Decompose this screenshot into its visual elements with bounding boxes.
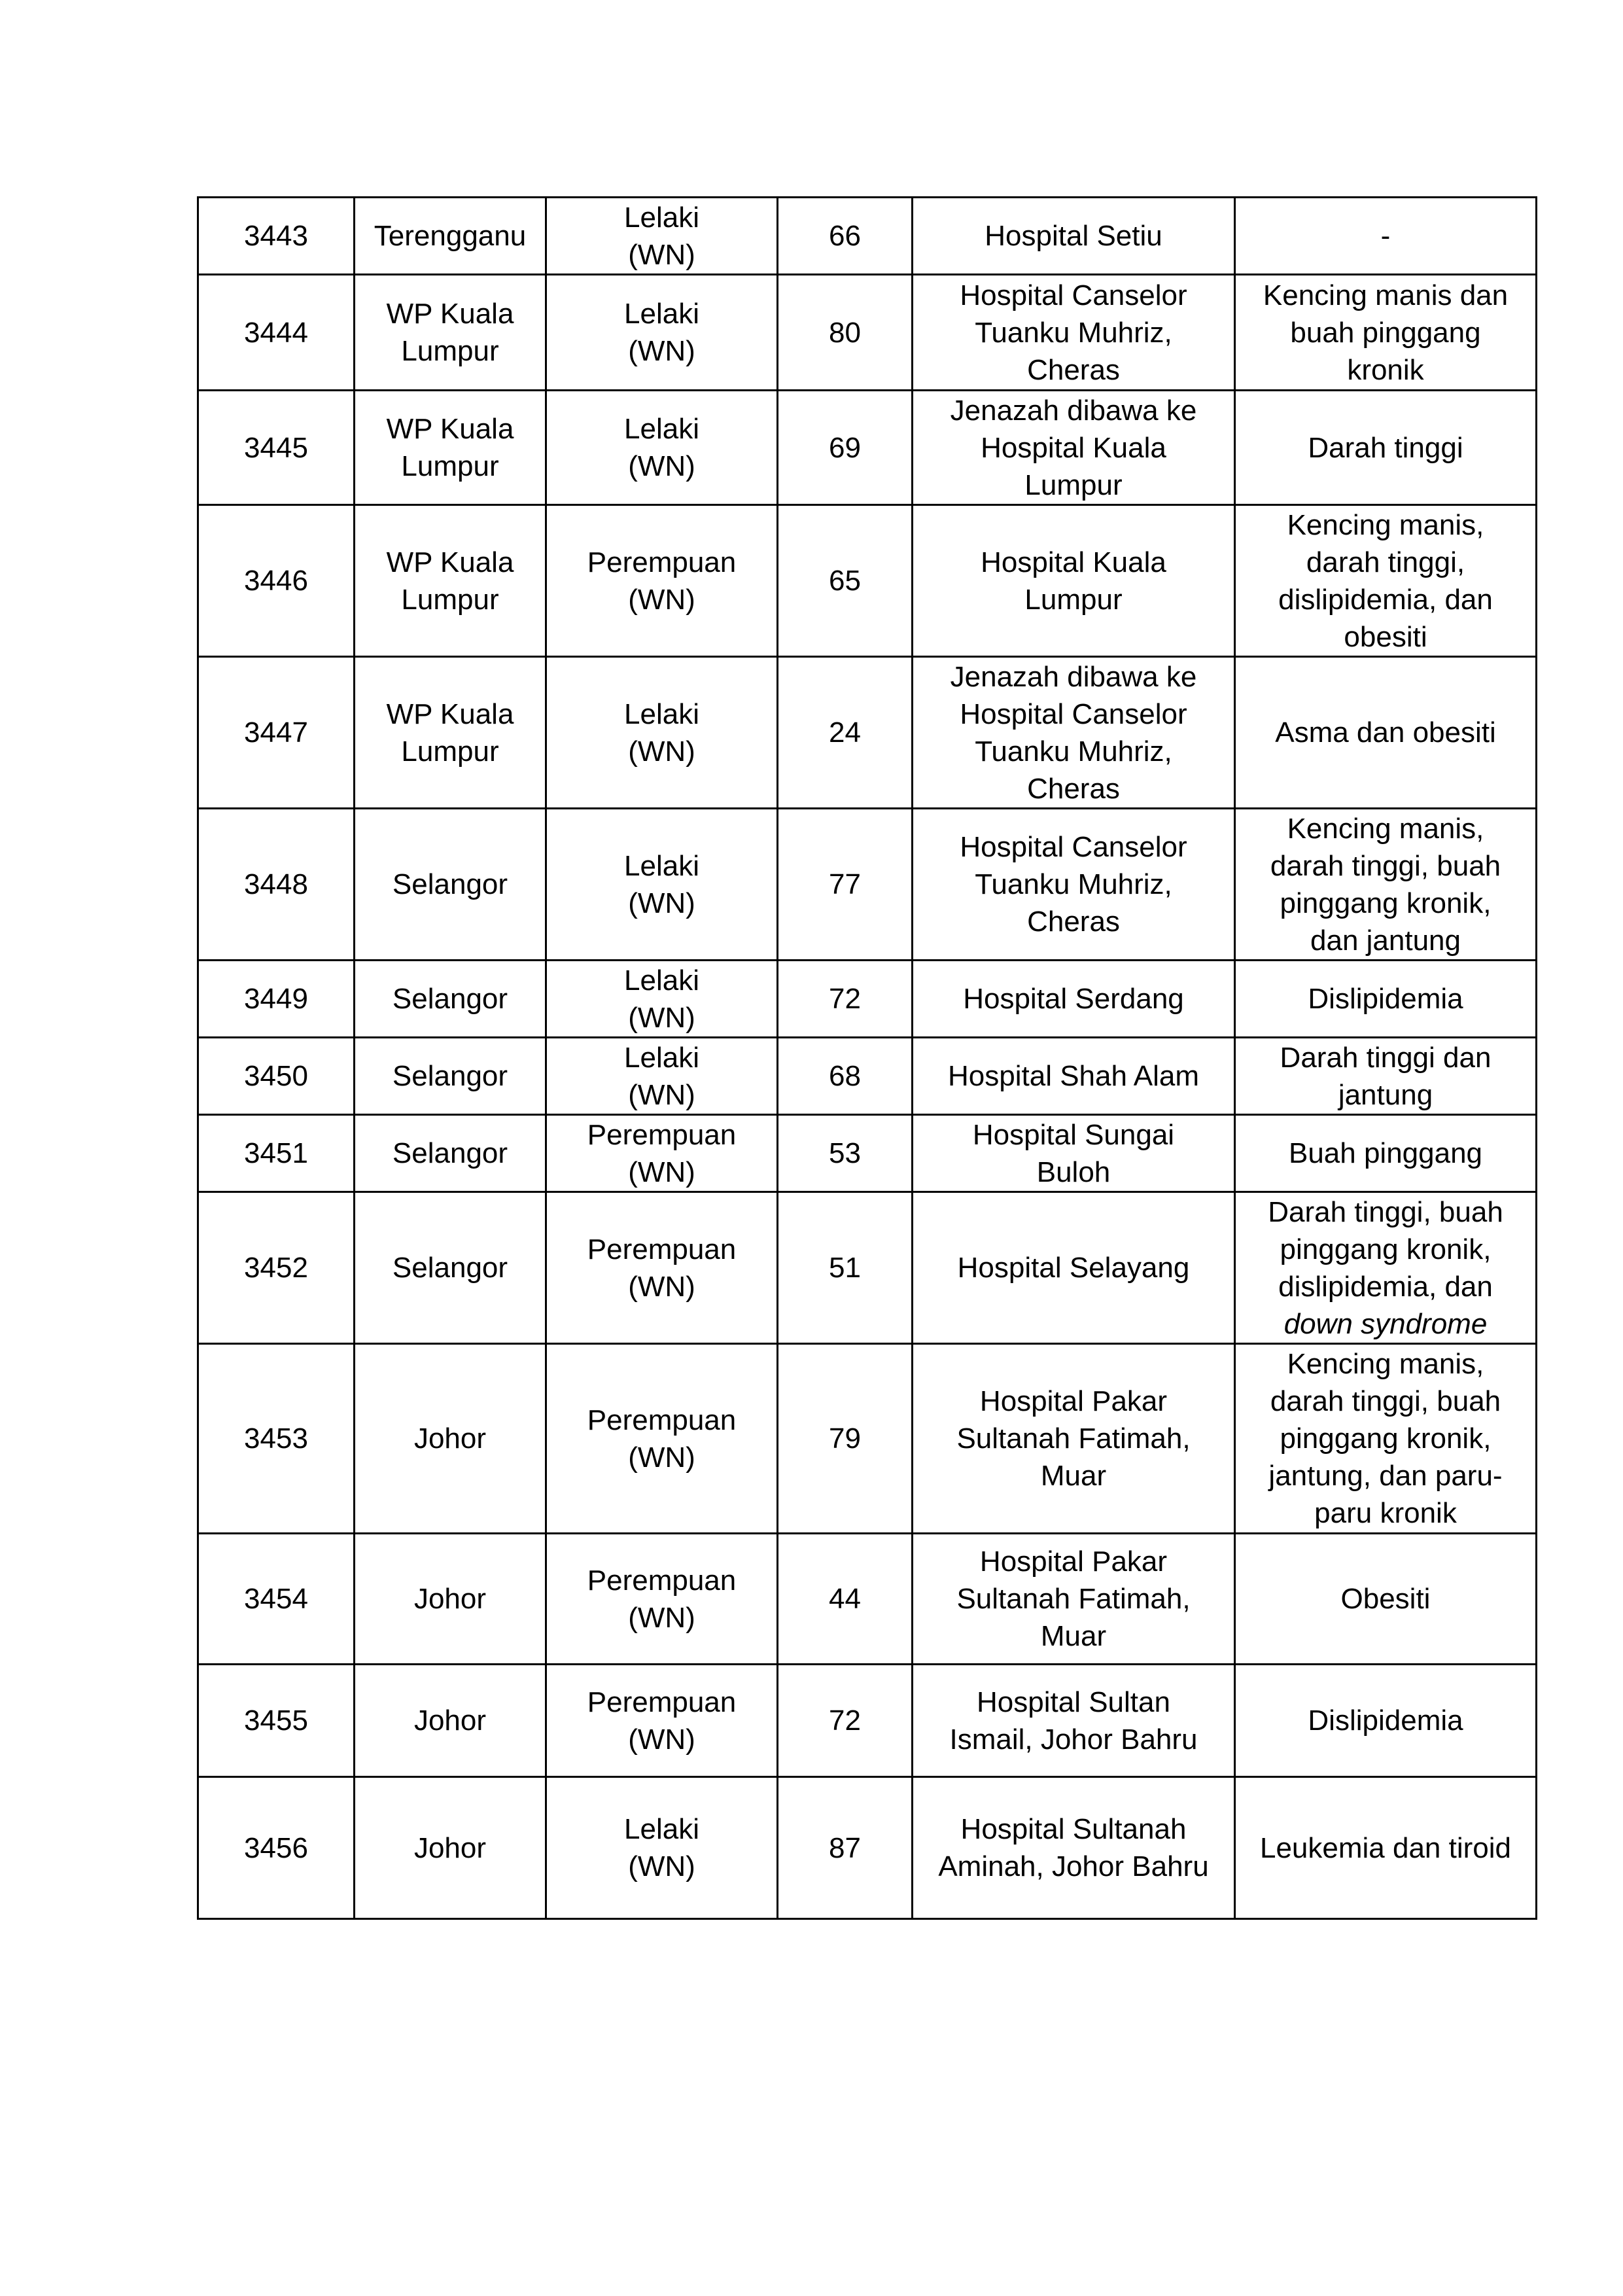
conditions-line: Obesiti (1340, 1583, 1431, 1615)
state-cell (355, 1777, 546, 1919)
state-cell (355, 275, 546, 391)
age-cell (778, 1192, 913, 1344)
age-value: 51 (829, 1252, 861, 1284)
gender-cell (546, 809, 778, 961)
gender-line: Lelaki (624, 413, 699, 445)
conditions-cell (1235, 275, 1537, 391)
gender-cell (546, 505, 778, 657)
conditions-line: pinggang kronik, (1280, 887, 1492, 919)
age-cell (778, 1534, 913, 1665)
gender-line: Lelaki (624, 964, 699, 997)
case-number-value: 3451 (244, 1137, 308, 1169)
gender-cell (546, 391, 778, 505)
state-line: Lumpur (401, 450, 499, 482)
state-cell (355, 1665, 546, 1777)
gender-line: (WN) (628, 735, 695, 768)
age-value: 79 (829, 1422, 861, 1455)
state-cell (355, 1344, 546, 1534)
hospital-line: Lumpur (1024, 583, 1123, 616)
case-number-value: 3452 (244, 1252, 308, 1284)
gender-cell (546, 1777, 778, 1919)
hospital-line: Hospital Canselor (960, 279, 1187, 311)
gender-line: (WN) (628, 1601, 695, 1634)
state-cell (355, 198, 546, 275)
state-line: Selangor (392, 1137, 508, 1169)
conditions-line: darah tinggi, buah (1270, 1385, 1501, 1417)
gender-line: (WN) (628, 1001, 695, 1034)
gender-cell (546, 1038, 778, 1115)
case-number-value: 3446 (244, 565, 308, 597)
age-cell (778, 657, 913, 809)
state-line: Lumpur (401, 335, 499, 367)
case-number-cell (198, 1777, 355, 1919)
hospital-cell (913, 657, 1235, 809)
table-row (198, 1038, 1537, 1115)
age-cell (778, 961, 913, 1038)
gender-cell (546, 657, 778, 809)
age-value: 72 (829, 983, 861, 1015)
conditions-line: pinggang kronik, (1280, 1422, 1492, 1455)
age-cell (778, 1665, 913, 1777)
age-cell (778, 505, 913, 657)
hospital-line: Hospital Selayang (957, 1252, 1190, 1284)
hospital-line: Hospital Pakar (979, 1545, 1168, 1578)
table-row (198, 809, 1537, 961)
hospital-cell (913, 198, 1235, 275)
case-number-value: 3455 (244, 1704, 308, 1737)
hospital-line: Hospital Kuala (981, 431, 1166, 464)
gender-cell (546, 1344, 778, 1534)
conditions-line: darah tinggi, buah (1270, 849, 1501, 882)
case-number-cell (198, 961, 355, 1038)
table-row (198, 657, 1537, 809)
state-line: Selangor (392, 983, 508, 1015)
gender-line: Lelaki (624, 1041, 699, 1074)
table-row (198, 1665, 1537, 1777)
age-cell (778, 198, 913, 275)
gender-line: Lelaki (624, 698, 699, 730)
gender-line: (WN) (628, 583, 695, 616)
age-value: 69 (829, 431, 861, 464)
case-number-value: 3453 (244, 1422, 308, 1455)
age-cell (778, 1038, 913, 1115)
conditions-line: down syndrome (1283, 1307, 1488, 1340)
case-number-cell (198, 1038, 355, 1115)
case-number-cell (198, 505, 355, 657)
conditions-cell (1235, 391, 1537, 505)
gender-line: (WN) (628, 238, 695, 271)
conditions-cell (1235, 1192, 1537, 1344)
case-number-value: 3449 (244, 983, 308, 1015)
conditions-line: buah pinggang (1290, 316, 1481, 349)
state-line: Johor (413, 1583, 487, 1615)
table-row (198, 1115, 1537, 1192)
age-value: 68 (829, 1060, 861, 1092)
conditions-line: Dislipidemia (1308, 983, 1463, 1015)
conditions-line: Kencing manis, (1287, 1348, 1484, 1380)
age-cell (778, 809, 913, 961)
state-line: Lumpur (401, 735, 499, 768)
hospital-line: Aminah, Johor Bahru (938, 1850, 1209, 1882)
conditions-line: - (1380, 220, 1391, 252)
state-cell (355, 505, 546, 657)
gender-line: (WN) (628, 1723, 695, 1756)
hospital-line: Hospital Sultan (977, 1686, 1170, 1718)
gender-line: (WN) (628, 1270, 695, 1303)
state-line: WP Kuala (386, 698, 514, 730)
conditions-cell (1235, 809, 1537, 961)
case-number-cell (198, 1115, 355, 1192)
gender-line: (WN) (628, 335, 695, 367)
case-number-value: 3448 (244, 868, 308, 900)
gender-line: Lelaki (624, 1813, 699, 1845)
hospital-line: Hospital Sultanah (960, 1813, 1187, 1845)
hospital-cell (913, 809, 1235, 961)
hospital-line: Cheras (1027, 906, 1120, 938)
conditions-cell (1235, 505, 1537, 657)
table-row (198, 275, 1537, 391)
conditions-line: jantung, dan paru- (1268, 1460, 1503, 1492)
hospital-line: Hospital Pakar (979, 1385, 1168, 1417)
conditions-cell (1235, 657, 1537, 809)
table-row (198, 961, 1537, 1038)
hospital-line: Tuanku Muhriz, (975, 735, 1172, 768)
state-cell (355, 657, 546, 809)
hospital-line: Muar (1040, 1460, 1107, 1492)
age-value: 24 (829, 716, 861, 749)
hospital-cell (913, 1777, 1235, 1919)
conditions-line: Leukemia dan tiroid (1259, 1831, 1511, 1864)
case-number-value: 3444 (244, 316, 308, 349)
conditions-line: Kencing manis, (1287, 508, 1484, 541)
state-cell (355, 1038, 546, 1115)
gender-line: Perempuan (587, 1564, 737, 1597)
hospital-cell (913, 1665, 1235, 1777)
state-line: Johor (413, 1704, 487, 1737)
hospital-line: Buloh (1036, 1156, 1111, 1188)
hospital-cell (913, 1115, 1235, 1192)
conditions-line: paru kronik (1314, 1497, 1457, 1529)
conditions-cell (1235, 1534, 1537, 1665)
conditions-line: Dislipidemia (1308, 1704, 1463, 1737)
state-line: Selangor (392, 1060, 508, 1092)
gender-cell (546, 961, 778, 1038)
conditions-cell (1235, 198, 1537, 275)
age-cell (778, 1115, 913, 1192)
age-value: 65 (829, 565, 861, 597)
age-cell (778, 1777, 913, 1919)
gender-cell (546, 198, 778, 275)
state-line: Johor (413, 1422, 487, 1455)
table-row (198, 505, 1537, 657)
age-value: 44 (829, 1583, 861, 1615)
hospital-line: Jenazah dibawa ke (950, 394, 1197, 427)
gender-line: (WN) (628, 1441, 695, 1474)
hospital-line: Ismail, Johor Bahru (949, 1723, 1198, 1756)
conditions-line: Darah tinggi, buah (1268, 1195, 1503, 1228)
conditions-line: dislipidemia, dan (1278, 1270, 1493, 1303)
gender-line: Lelaki (624, 298, 699, 330)
case-number-cell (198, 275, 355, 391)
table-body (198, 198, 1537, 1919)
conditions-cell (1235, 961, 1537, 1038)
hospital-line: Hospital Kuala (981, 546, 1166, 578)
gender-cell (546, 1534, 778, 1665)
conditions-cell (1235, 1038, 1537, 1115)
table-row (198, 198, 1537, 275)
hospital-line: Lumpur (1024, 468, 1123, 501)
state-line: Selangor (392, 868, 508, 900)
hospital-cell (913, 505, 1235, 657)
age-cell (778, 1344, 913, 1534)
hospital-line: Cheras (1027, 353, 1120, 386)
case-number-value: 3454 (244, 1583, 308, 1615)
case-number-value: 3445 (244, 431, 308, 464)
table-row (198, 1344, 1537, 1534)
conditions-cell (1235, 1115, 1537, 1192)
gender-line: (WN) (628, 450, 695, 482)
gender-line: Lelaki (624, 849, 699, 882)
hospital-cell (913, 1534, 1235, 1665)
conditions-line: Darah tinggi dan (1280, 1041, 1492, 1074)
gender-line: Lelaki (624, 201, 699, 234)
hospital-line: Hospital Canselor (960, 831, 1187, 863)
case-number-cell (198, 657, 355, 809)
conditions-line: darah tinggi, (1306, 546, 1465, 578)
age-cell (778, 391, 913, 505)
case-number-cell (198, 1344, 355, 1534)
state-cell (355, 1115, 546, 1192)
case-number-value: 3450 (244, 1060, 308, 1092)
case-number-cell (198, 1665, 355, 1777)
gender-line: (WN) (628, 1850, 695, 1882)
case-number-cell (198, 391, 355, 505)
hospital-line: Hospital Canselor (960, 698, 1187, 730)
case-number-value: 3447 (244, 716, 308, 749)
state-line: WP Kuala (386, 546, 514, 578)
gender-line: Perempuan (587, 1233, 737, 1265)
table-row (198, 391, 1537, 505)
state-line: Johor (413, 1831, 487, 1864)
hospital-line: Sultanah Fatimah, (956, 1422, 1191, 1455)
hospital-cell (913, 391, 1235, 505)
age-value: 66 (829, 220, 861, 252)
state-cell (355, 809, 546, 961)
death-cases-table (197, 196, 1537, 1920)
age-value: 77 (829, 868, 861, 900)
conditions-line: obesiti (1344, 620, 1427, 653)
case-number-value: 3443 (244, 220, 308, 252)
gender-cell (546, 1115, 778, 1192)
hospital-line: Cheras (1027, 772, 1120, 805)
age-value: 72 (829, 1704, 861, 1737)
hospital-line: Hospital Sungai (972, 1118, 1175, 1151)
gender-line: Perempuan (587, 1118, 737, 1151)
conditions-cell (1235, 1344, 1537, 1534)
conditions-cell (1235, 1777, 1537, 1919)
table-row (198, 1777, 1537, 1919)
conditions-line: dislipidemia, dan (1278, 583, 1493, 616)
conditions-line: Kencing manis dan (1263, 279, 1509, 311)
gender-line: Perempuan (587, 1404, 737, 1436)
state-line: Terengganu (374, 220, 527, 252)
case-number-value: 3456 (244, 1831, 308, 1864)
hospital-cell (913, 1038, 1235, 1115)
age-value: 87 (829, 1831, 861, 1864)
hospital-line: Tuanku Muhriz, (975, 316, 1172, 349)
conditions-line: pinggang kronik, (1280, 1233, 1492, 1265)
hospital-line: Tuanku Muhriz, (975, 868, 1172, 900)
gender-cell (546, 1665, 778, 1777)
state-cell (355, 961, 546, 1038)
hospital-line: Sultanah Fatimah, (956, 1583, 1191, 1615)
gender-cell (546, 1192, 778, 1344)
gender-line: (WN) (628, 1156, 695, 1188)
hospital-cell (913, 961, 1235, 1038)
gender-line: Perempuan (587, 1686, 737, 1718)
gender-cell (546, 275, 778, 391)
conditions-line: Buah pinggang (1288, 1137, 1483, 1169)
case-number-cell (198, 1192, 355, 1344)
gender-line: (WN) (628, 1078, 695, 1111)
case-number-cell (198, 809, 355, 961)
conditions-line: jantung (1338, 1078, 1433, 1111)
state-line: Lumpur (401, 583, 499, 616)
age-value: 80 (829, 316, 861, 349)
conditions-line: Darah tinggi (1308, 431, 1463, 464)
conditions-cell (1235, 1665, 1537, 1777)
hospital-cell (913, 1192, 1235, 1344)
table-row (198, 1192, 1537, 1344)
case-number-cell (198, 198, 355, 275)
state-cell (355, 1534, 546, 1665)
conditions-line: dan jantung (1310, 924, 1461, 957)
gender-line: Perempuan (587, 546, 737, 578)
state-line: WP Kuala (386, 298, 514, 330)
hospital-line: Hospital Setiu (985, 220, 1162, 252)
state-cell (355, 391, 546, 505)
hospital-cell (913, 275, 1235, 391)
table-row (198, 1534, 1537, 1665)
conditions-line: Kencing manis, (1287, 812, 1484, 845)
age-value: 53 (829, 1137, 861, 1169)
conditions-line: kronik (1347, 353, 1424, 386)
gender-line: (WN) (628, 887, 695, 919)
conditions-line: Asma dan obesiti (1275, 716, 1496, 749)
hospital-cell (913, 1344, 1235, 1534)
hospital-line: Muar (1040, 1620, 1107, 1652)
state-line: WP Kuala (386, 413, 514, 445)
hospital-line: Hospital Shah Alam (948, 1060, 1199, 1092)
state-line: Selangor (392, 1252, 508, 1284)
hospital-line: Hospital Serdang (963, 983, 1184, 1015)
hospital-line: Jenazah dibawa ke (950, 660, 1197, 693)
state-cell (355, 1192, 546, 1344)
age-cell (778, 275, 913, 391)
case-number-cell (198, 1534, 355, 1665)
